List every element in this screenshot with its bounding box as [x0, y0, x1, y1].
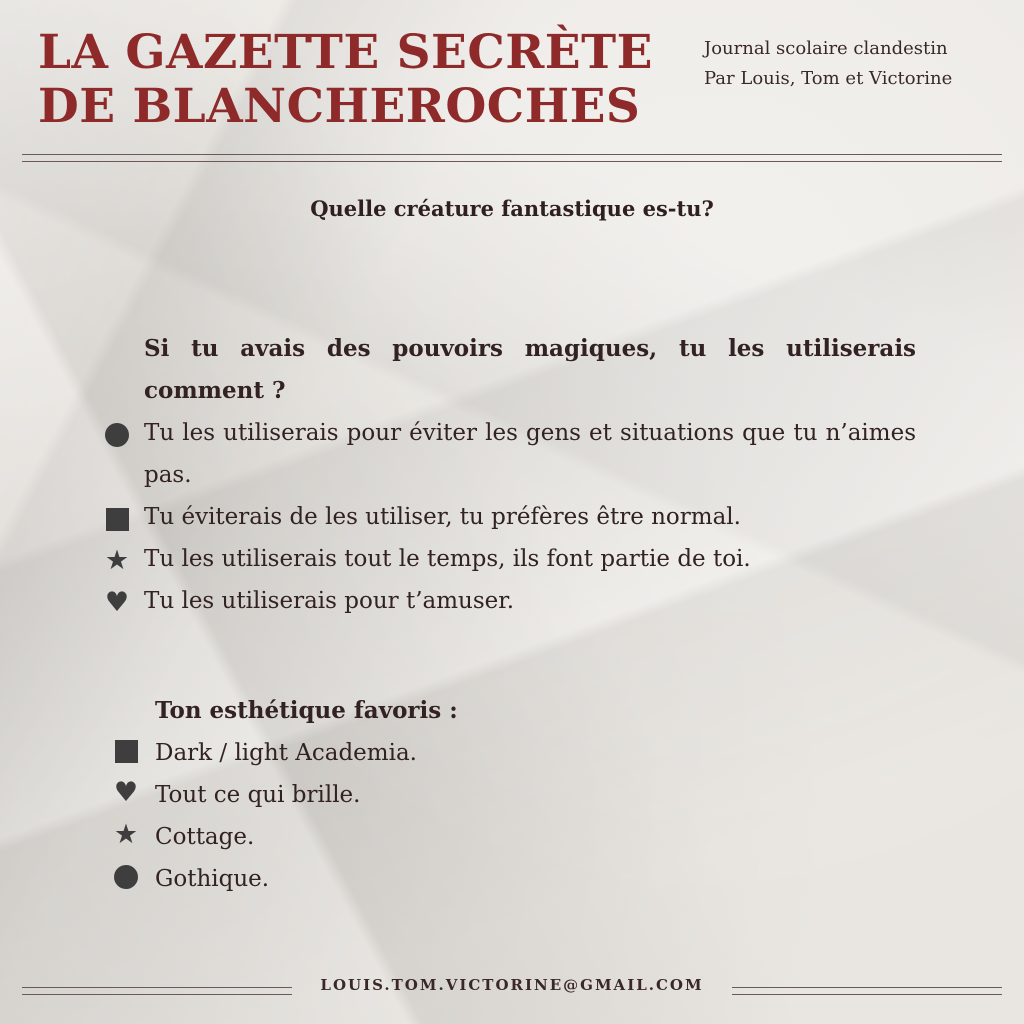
question-block-aesthetic — [113, 690, 855, 900]
answer-item — [104, 580, 916, 622]
section-heading: Quelle créature fantastique es-tu? — [310, 196, 714, 221]
header-divider-top — [22, 154, 1002, 155]
masthead-subtitle-line1: Journal scolaire clandestin — [704, 38, 948, 59]
answer-item — [104, 538, 916, 580]
square-icon — [104, 506, 130, 532]
masthead-title — [38, 26, 653, 134]
circle-icon — [104, 422, 130, 448]
answer-text: Tu les utiliserais pour éviter les gens et situations que tu n’aimes pas. — [144, 420, 916, 488]
answer-text: Gothique. — [155, 866, 270, 892]
heart-icon: ♥ — [113, 777, 139, 808]
masthead-subtitle-line2: Par Louis, Tom et Victorine — [704, 68, 953, 89]
masthead-title-line1: LA GAZETTE SECRÈTE — [38, 25, 653, 80]
masthead-title-line2: DE BLANCHEROCHES — [38, 79, 641, 134]
answer-text: Cottage. — [155, 824, 255, 850]
header-divider-bottom — [22, 161, 1002, 162]
circle-icon — [113, 864, 139, 890]
answer-text: Tu les utiliserais tout le temps, ils font partie de toi. — [144, 546, 751, 572]
answer-item — [144, 412, 916, 496]
answer-item — [113, 816, 855, 858]
star-icon: ★ — [104, 545, 130, 576]
footer-email-link[interactable]: LOUIS.TOM.VICTORINE@GMAIL.COM — [320, 976, 704, 994]
answer-item — [113, 774, 855, 816]
question-text: Ton esthétique favoris : — [155, 697, 458, 724]
footer-divider-left-bottom — [22, 994, 292, 995]
answer-item — [144, 496, 916, 538]
answer-text: Tout ce qui brille. — [155, 782, 361, 808]
answer-text: Dark / light Academia. — [155, 740, 417, 766]
footer-divider-right-bottom — [732, 994, 1002, 995]
heart-icon: ♥ — [104, 587, 130, 618]
answer-text: Tu les utiliserais pour t’amuser. — [144, 588, 515, 614]
square-icon — [113, 738, 139, 764]
question-text: Si tu avais des pouvoirs magiques, tu les utiliserais comment ? — [144, 335, 916, 404]
answer-item — [155, 732, 855, 774]
question-block-powers — [104, 328, 916, 622]
answer-text: Tu éviterais de les utiliser, tu préfères être normal. — [144, 504, 741, 530]
star-icon: ★ — [113, 819, 139, 850]
masthead-subtitle — [704, 34, 952, 94]
answer-item — [155, 858, 855, 900]
